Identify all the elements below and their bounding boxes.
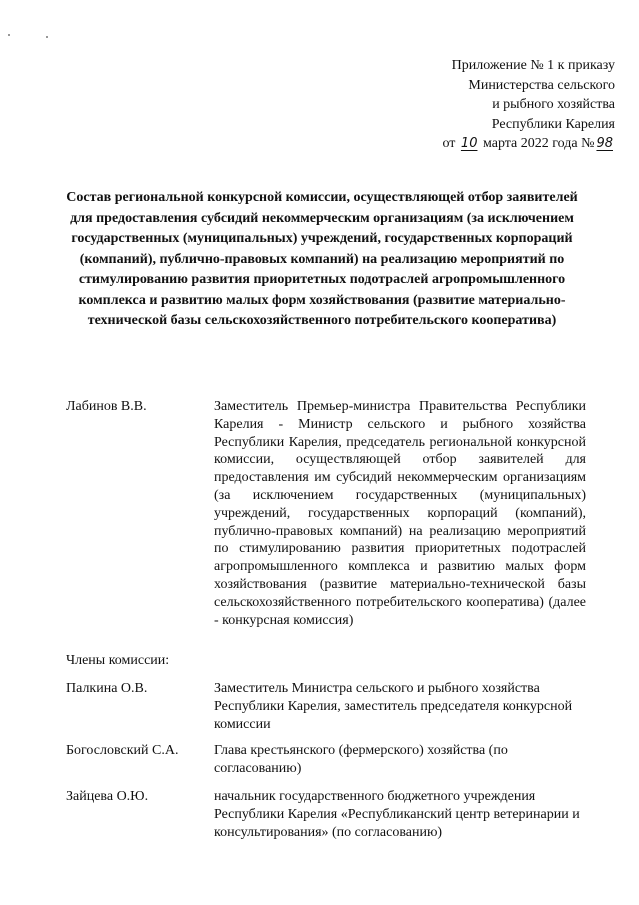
appendix-line-1: Приложение № 1 к приказу — [451, 58, 615, 73]
members-heading: Члены комиссии: — [66, 653, 170, 668]
chair-name: Лабинов В.В. — [66, 399, 147, 414]
appendix-header — [315, 56, 615, 154]
member-row — [66, 742, 586, 778]
member-name: Палкина О.В. — [66, 681, 148, 696]
order-number-handwritten: 98 — [596, 136, 613, 152]
appendix-line-4: Республики Карелия — [491, 116, 615, 132]
member-role: начальник государственного бюджетного учреждения Республики Карелия «Республиканский центр ветеринарии и консультирования» (по согласованию) — [214, 789, 580, 840]
scan-speck — [46, 36, 48, 38]
date-prefix: от — [442, 136, 456, 152]
member-row — [66, 788, 586, 841]
member-row — [66, 680, 586, 733]
appendix-line-3: и рыбного хозяйства — [492, 97, 615, 113]
member-role: Заместитель Министра сельского и рыбного хозяйства Республики Карелия, заместитель председателя конкурсной комиссии — [214, 681, 573, 732]
member-name: Богословский С.А. — [66, 743, 179, 758]
member-role: Глава крестьянского (фермерского) хозяйства (по согласованию) — [214, 743, 508, 776]
member-name: Зайцева О.Ю. — [66, 789, 149, 804]
scan-speck — [8, 34, 10, 36]
chair-role: Заместитель Премьер-министра Правительства Республики Карелия - Министр сельского и рыбного хозяйства Республики Карелия, председатель региональной конкурсной комиссии, осуществляющей отбор заявителей для предоставления им субсидий некоммерческим организациям (за исключением государственных (муниципальных) учреждений, государственных корпораций (компаний), публично-правовых компаний) на реализацию мероприятий по стимулированию развития приоритетных подотраслей агропромышленного комплекса и развитию малых форм хозяйствования (развитие материально-технической базы сельскохозяйственного потребительского кооператива) (далее - конкурсная комиссия) — [214, 399, 586, 628]
document-title: Состав региональной конкурсной комиссии, осуществляющей отбор заявителей для предоставления субсидий некоммерческим организациям (за исключением государственных (муниципальных) учреждений, государственных корпораций (компаний), публично-правовых компаний) на реализацию мероприятий по стимулированию развития приоритетных подотраслей агропромышленного комплекса и развитию малых форм хозяйствования (развитие материально-технической базы сельскохозяйственного потребительского кооператива) — [66, 190, 578, 328]
chair-row — [66, 398, 586, 629]
appendix-date-line — [315, 134, 615, 154]
date-rest: марта 2022 года № — [482, 136, 595, 152]
appendix-line-2: Министерства сельского — [468, 77, 615, 93]
date-day-handwritten: 10 — [460, 136, 478, 152]
